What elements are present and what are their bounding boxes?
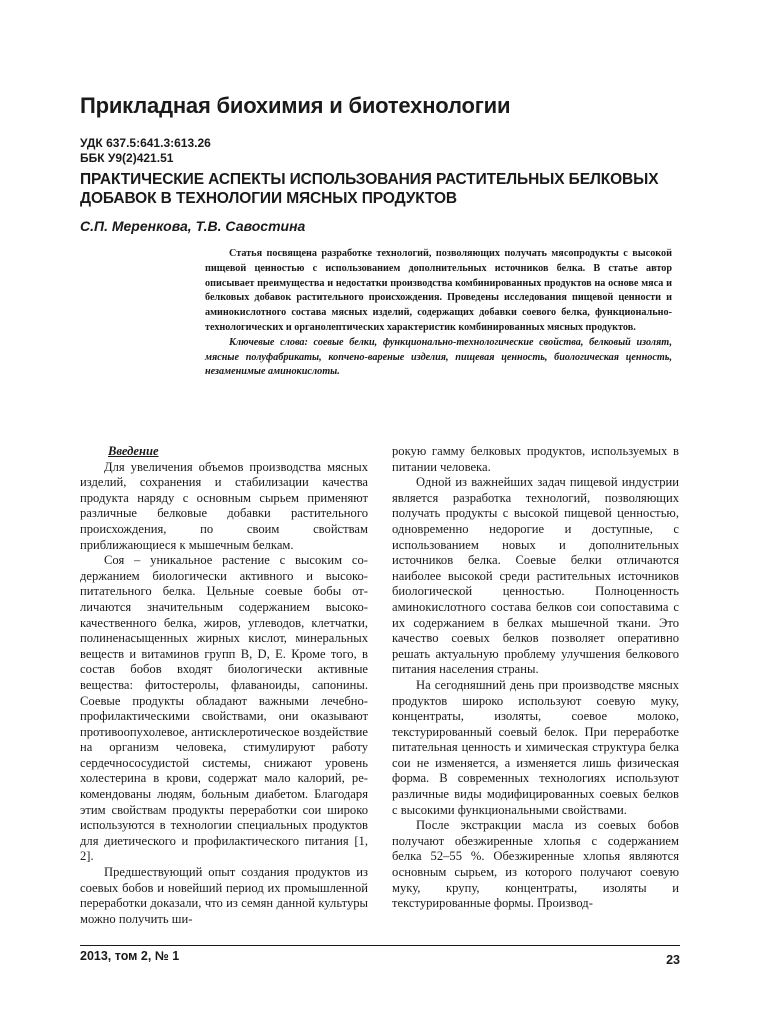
journal-title: Прикладная биохимия и биотехнологии <box>80 93 511 118</box>
footer-divider <box>80 945 680 946</box>
left-column <box>80 444 368 927</box>
paragraph: После экстракции масла из соевых бобов получают обезжиренные хлопья с содержанием белка 52–55 %. Обезжиренные хлопья являются основным сырьем, из которого получают соевую муку, крупу, концентраты, изоляты и текстурированные формы. Производ- <box>392 818 679 911</box>
section-heading-intro: Введение <box>108 444 159 458</box>
paragraph: рокую гамму белковых продуктов, используемых в питании человека. <box>392 444 679 474</box>
article-title: ПРАКТИЧЕСКИЕ АСПЕКТЫ ИСПОЛЬЗОВАНИЯ РАСТИТЕЛЬНЫХ БЕЛКОВЫХ ДОБАВОК В ТЕХНОЛОГИИ МЯСНЫХ ПРОДУКТОВ <box>80 171 659 207</box>
paragraph: На сегодняшний день при производстве мясных продуктов широко используют соевую муку, концентраты, изоляты, соевое молоко, текстурированный соевый белок. При переработке питательная ценность и химическая структура белка сои не изменяется, а изменяется лишь физическая форма. В современных технологиях используют различные виды модифицированных соевых белков с высокими функциональными свойствами. <box>392 677 679 817</box>
paragraph: Для увеличения объемов производства мясных изделий, сохранения и стабилизации качества продукта наряду с основным сырьем применяют различные белковые добавки растительного происхождения, по своим свойствам приближающиеся к мышечным белкам. <box>80 459 368 552</box>
paragraph: Предшествующий опыт создания продуктов из соевых бобов и новейший период их промышленной переработки доказали, что из семян данной культуры можно получить ши- <box>80 865 368 926</box>
bbk-code: ББК У9(2)421.51 <box>80 150 174 165</box>
right-column <box>392 444 679 912</box>
keywords: Ключевые слова: соевые белки, функционально-технологические свойства, белковый изолят, мясные полуфабрикаты, копчено-вареные изделия, пищевая ценность, биологическая ценность, незаменимые аминокислоты. <box>205 336 672 378</box>
paragraph: Соя – уникальное растение с высоким содержанием биологически активного и высокопитательного белка. Цельные соевые бобы отличаются значительным содержанием высококачественного белка, жиров, углеводов, клетчатки, полиненасыщенных жирных кислот, минеральных веществ и витаминов групп В, D, Е. Кроме того, в состав бобов входят биологически активные вещества: фитостеролы, флаваноиды, сапонины. Соевые продукты обладают важными лечебно-профилактическими свойствами, они оказывают противоопухолевое, антисклеротическое воздействие на организм человека, стимулируют работу сердечнососудистой системы, снижают уровень холестерина в крови, содержат мало калорий, рекомендованы людям, больным диабетом. Благодаря этим свойствам продукты переработки сои широко используются в технологии специальных продуктов для диетического и профилактического питания [1, 2]. <box>80 553 368 864</box>
authors: С.П. Меренкова, Т.В. Савостина <box>80 218 306 234</box>
page-number: 23 <box>666 953 680 967</box>
paragraph: Одной из важнейших задач пищевой индустрии является разработка технологий, позволяющих получать продукты с высокой пищевой ценностью, одновременно недорогие и доступные, с использованием новых и дополнительных источников белка. Соевые белки отличаются наиболее высокой среди растительных источников биологической ценностью. Полноценность аминокислотного состава белков сои сопоставима с их содержанием в белках мышечной ткани. Это качество соевых белков позволяет оперативно решать актуальную проблему улучшения белкового питания населения страны. <box>392 475 679 677</box>
classification-codes <box>80 136 211 165</box>
footer-issue: 2013, том 2, № 1 <box>80 949 180 963</box>
abstract-block <box>205 247 672 380</box>
udc-code: УДК 637.5:641.3:613.26 <box>80 136 211 150</box>
abstract-text: Статья посвящена разработке технологий, позволяющих получать мясопродукты с высокой пищевой ценностью с использованием дополнительных источников белка. В статье автор описывает преимущества и недостатки производства комбинированных продуктов на основе мяса и белковых добавок растительного происхождения. Проведены исследования пищевой ценности и аминокислотного состава мясных изделий, содержащих добавки соевого белка, функционально-технологических и органолептических характеристик комбинированных мясных продуктов. <box>205 248 672 333</box>
